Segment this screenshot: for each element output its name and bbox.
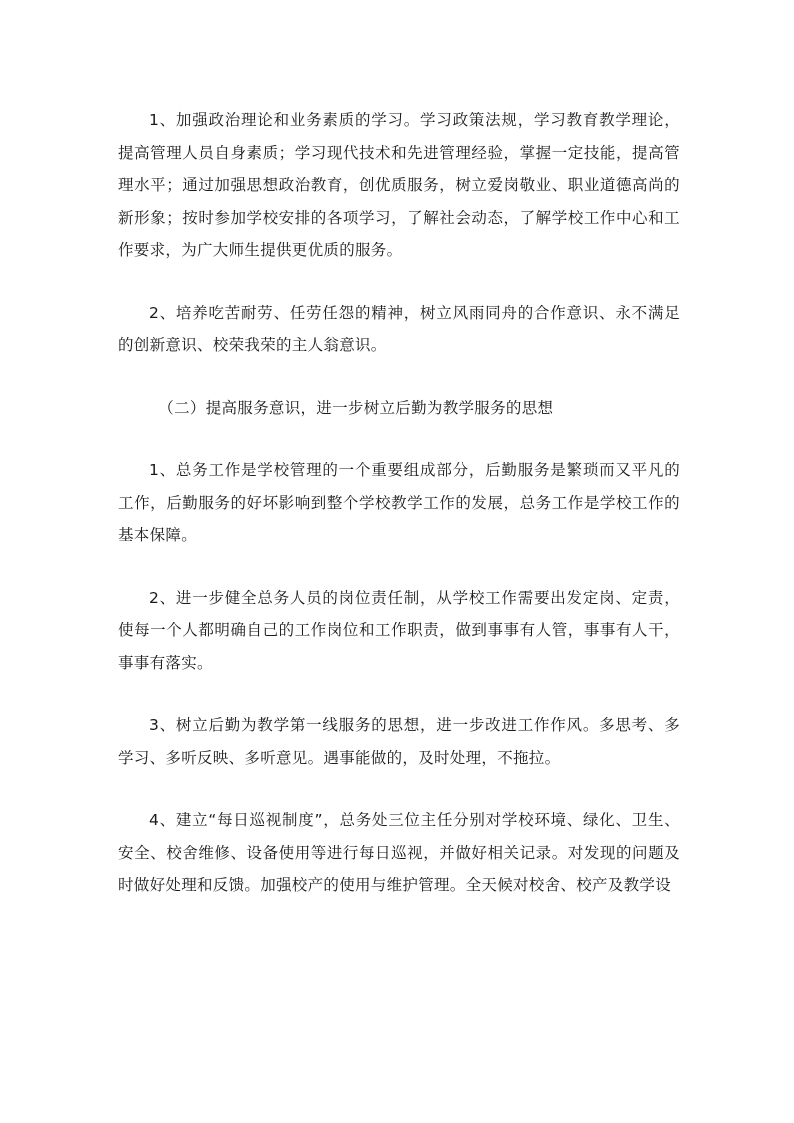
paragraph-3: 1、总务工作是学校管理的一个重要组成部分，后勤服务是繁琐而又平凡的工作，后勤服务的好坏影响到整个学校教学工作的发展，总务工作是学校工作的基本保障。 xyxy=(118,461,680,544)
section-heading: （二）提高服务意识，进一步树立后勤为教学服务的思想 xyxy=(158,398,554,417)
paragraph-4: 2、进一步健全总务人员的岗位责任制，从学校工作需要出发定岗、定责，使每一个人都明确自己的工作岗位和工作职责，做到事事有人管，事事有人干，事事有落实。 xyxy=(118,588,680,672)
document-body xyxy=(118,104,680,932)
paragraph-6: 4、建立“每日巡视制度”，总务处三位主任分别对学校环境、绿化、卫生、安全、校舍维修、设备使用等进行每日巡视，并做好相关记录。对发现的问题及时做好处理和反馈。加强校产的使用与维护管理。全天候对校舍、校产及教学设 xyxy=(118,811,680,894)
paragraph-5: 3、树立后勤为教学第一线服务的思想，进一步改进工作作风。多思考、多学习、多听反映、多听意见。遇事能做的，及时处理，不拖拉。 xyxy=(118,716,680,767)
paragraph-2: 2、培养吃苦耐劳、任劳任怨的精神，树立风雨同舟的合作意识、永不满足的创新意识、校荣我荣的主人翁意识。 xyxy=(118,303,680,354)
paragraph-1: 1、加强政治理论和业务素质的学习。学习政策法规，学习教育教学理论，提高管理人员自身素质；学习现代技术和先进管理经验，掌握一定技能，提高管理水平；通过加强思想政治教育，创优质服务，树立爱岗敬业、职业道德高尚的新形象；按时参加学校安排的各项学习，了解社会动态，了解学校工作中心和工作要求，为广大师生提供更优质的服务。 xyxy=(118,111,680,259)
